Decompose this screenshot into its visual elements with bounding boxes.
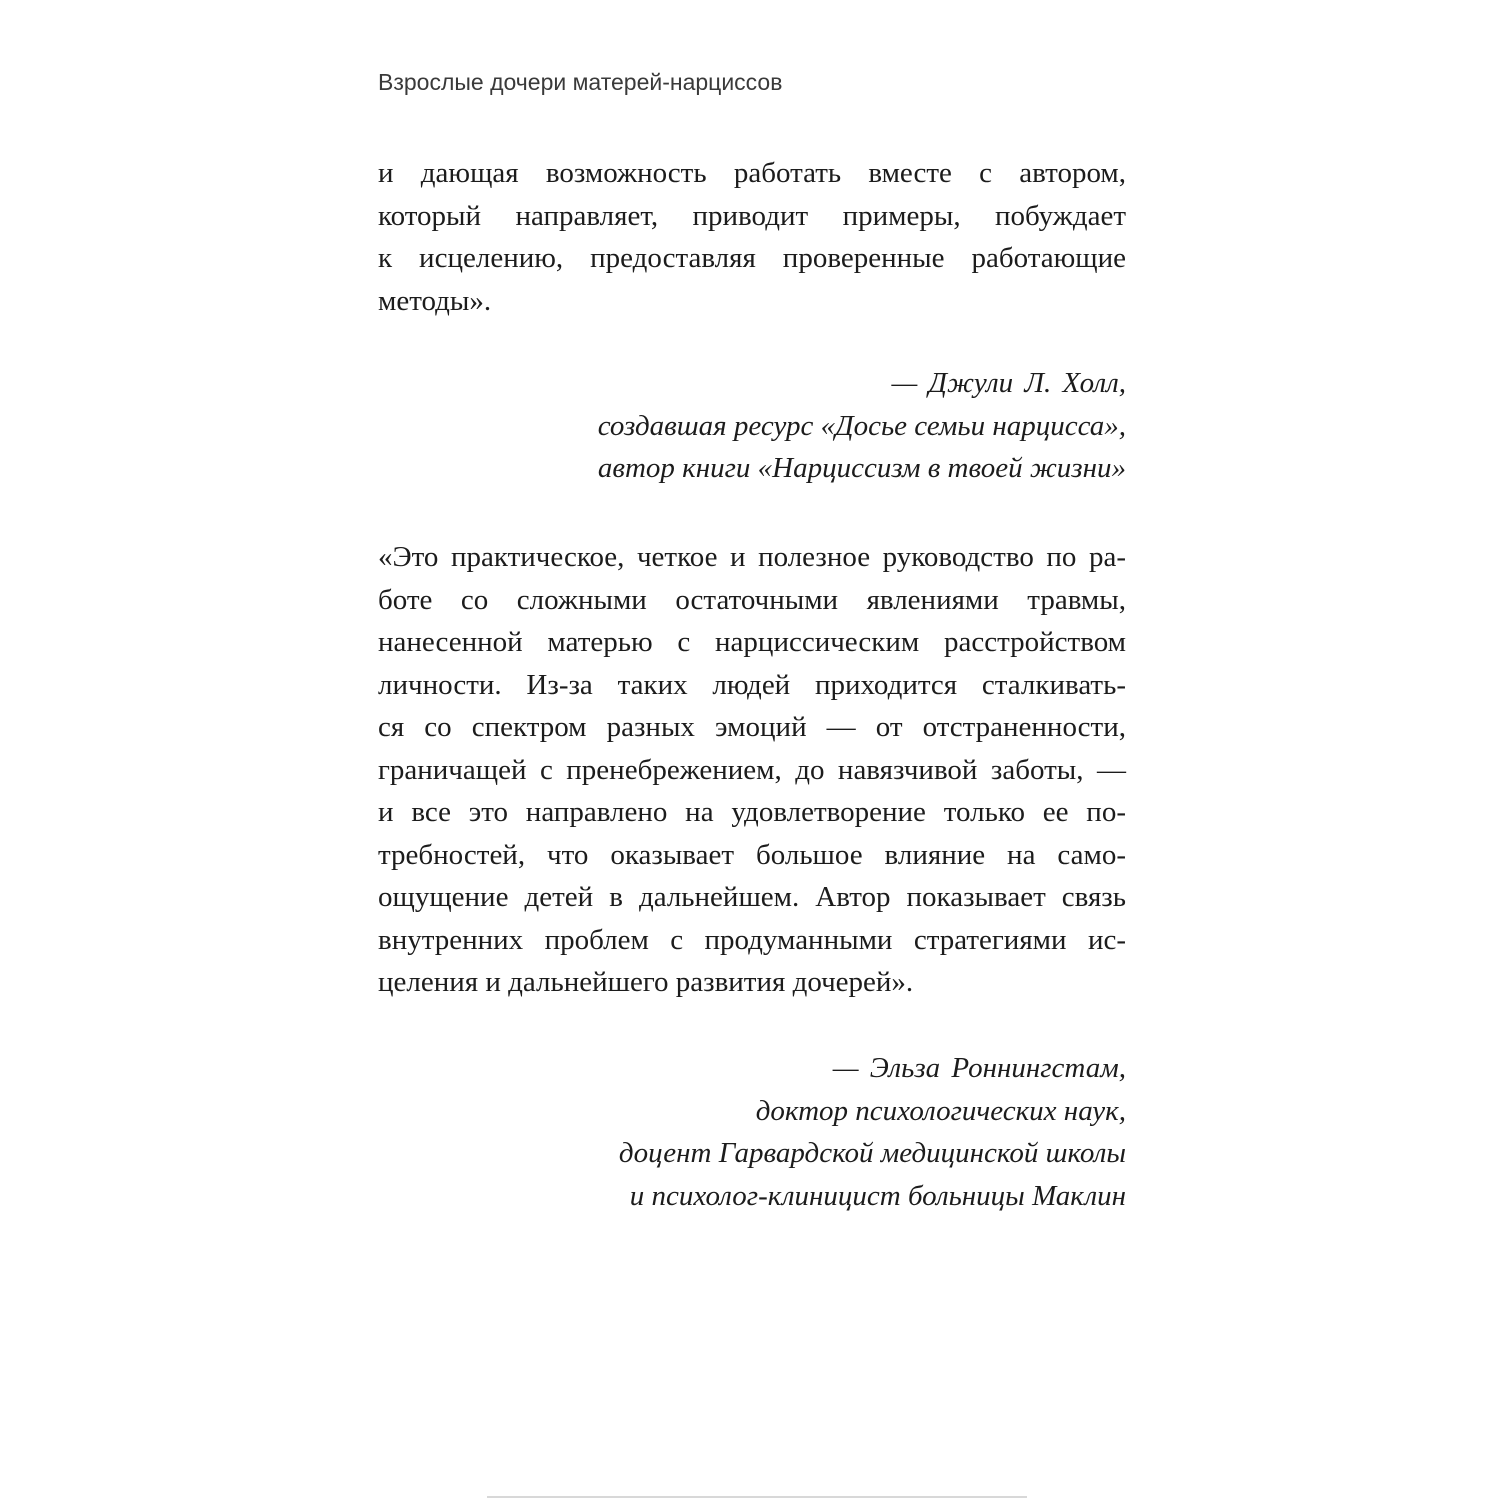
text-line: и все это направлено на удовлетворение только ее по- (378, 796, 1126, 828)
attribution-line: и психолог-клиницист больницы Маклин (629, 1179, 1126, 1212)
quote-1-text (378, 152, 1126, 322)
text-line: нанесенной матерью с нарциссическим расстройством (378, 626, 1126, 658)
attribution-author: — Эльза Роннингстам, (832, 1052, 1126, 1084)
attribution-line: доктор психологических наук, (755, 1094, 1126, 1127)
attribution-2 (378, 1047, 1126, 1217)
text-line: ощущение детей в дальнейшем. Автор показывает связь (378, 881, 1126, 913)
attribution-line: создавшая ресурс «Досье семьи нарцисса», (597, 409, 1126, 442)
attribution-author: — Джули Л. Холл, (891, 367, 1126, 399)
text-line: внутренних проблем с продуманными стратегиями ис- (378, 923, 1126, 956)
text-line: к исцелению, предоставляя проверенные работающие (378, 242, 1126, 274)
text-line: ся со спектром разных эмоций — от отстраненности, (378, 711, 1126, 743)
attribution-line: автор книги «Нарциссизм в твоей жизни» (597, 452, 1126, 484)
attribution-1 (378, 362, 1126, 490)
text-line: целения и дальнейшего развития дочерей». (378, 966, 914, 998)
running-head: Взрослые дочери матерей-нарциссов (378, 69, 783, 95)
quote-2-text (378, 536, 1126, 1004)
text-line: личности. Из-за таких людей приходится сталкивать- (378, 668, 1126, 701)
bottom-divider (487, 1496, 1027, 1498)
text-line: граничащей с пренебрежением, до навязчивой заботы, — (378, 753, 1126, 786)
text-line: требностей, что оказывает большое влияние на само- (378, 838, 1126, 871)
book-page (378, 0, 1126, 1500)
text-line: и дающая возможность работать вместе с автором, (378, 157, 1126, 189)
text-line: «Это практическое, четкое и полезное руководство по ра- (378, 541, 1126, 573)
text-line: боте со сложными остаточными явлениями травмы, (378, 583, 1126, 616)
text-line: который направляет, приводит примеры, побуждает (378, 199, 1126, 232)
text-line: методы». (378, 284, 492, 317)
attribution-line: доцент Гарвардской медицинской школы (618, 1137, 1126, 1169)
